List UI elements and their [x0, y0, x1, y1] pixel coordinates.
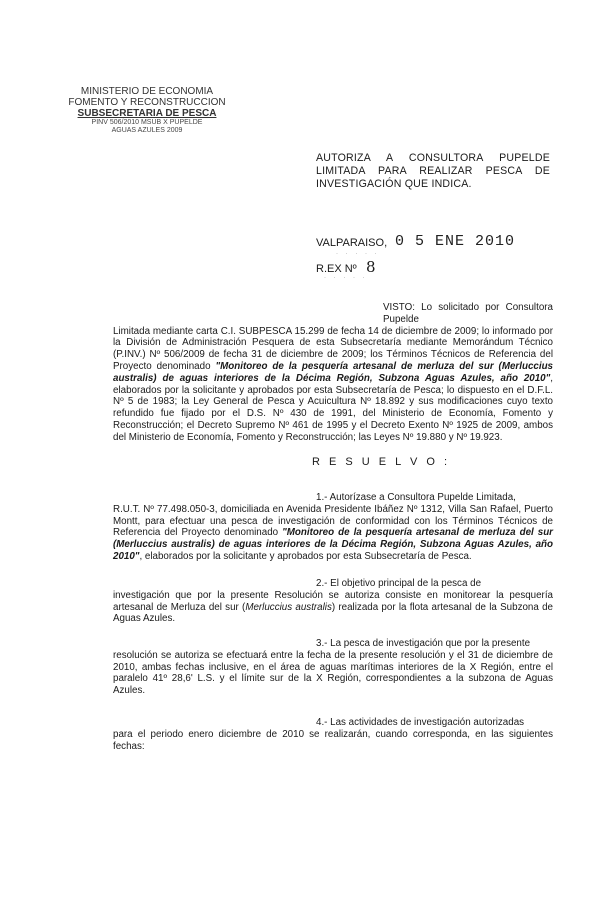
visto-body: Limitada mediante carta C.I. SUBPESCA 15.299 de fecha 14 de diciembre de 2009; lo informado por la División de Administración Pesquera de esta Subsecretaría mediante Memorándum Técnico (P.INV.) Nº 506/2009 de fecha 31 de diciembre de 2009; los Términos Técnicos de Referencia del Proyecto denominado	[113, 325, 553, 372]
paragraph-4	[113, 717, 553, 752]
ministry-ref-line-2: AGUAS AZULES 2009	[111, 127, 183, 134]
paragraph-1-first: 1.- Autorízase a Consultora Pupelde Limitada,	[316, 492, 516, 503]
resolution-number: 8	[366, 258, 376, 276]
paragraph-3	[113, 638, 553, 697]
paragraph-2-body: investigación que por la presente Resolución se autoriza consiste en monitorear la pesquería artesanal de Merluza del sur (	[113, 589, 553, 613]
ministry-header	[62, 86, 232, 135]
paragraph-2-rest: ) realizada por la flota artesanal de la Subzona de Aguas Azules.	[113, 601, 553, 625]
paragraph-2-species: Merluccius australis	[245, 601, 332, 613]
paragraph-1	[113, 492, 553, 563]
stamp-dots-2: · · · · ·	[324, 275, 368, 281]
paragraph-3-first: 3.- La pesca de investigación que por la presente	[316, 638, 531, 649]
resuelvo-heading: R E S U E L V O :	[312, 456, 451, 468]
paragraph-3-body: resolución se autoriza se efectuará entre la fecha de la presente resolución y el 31 de diciembre de 2010, ambas fechas inclusive, en el área de aguas marítimas interiores de la X Región, entre el paralelo 41º 28,6' L.S. y el límite sur de la X Región, correspondientes a la subzona de Aguas Azules.	[113, 649, 553, 697]
paragraph-4-first: 4.- Las actividades de investigación autorizadas	[316, 717, 525, 728]
ministry-line-2: FOMENTO Y RECONSTRUCCION	[68, 97, 226, 108]
resolution-label: R.EX Nº	[316, 263, 357, 275]
ministry-line-3: SUBSECRETARIA DE PESCA	[77, 108, 217, 119]
date-stamp: 0 5 ENE 2010	[395, 233, 516, 250]
place-label: VALPARAISO,	[316, 237, 388, 249]
ministry-ref-line: PINV 506/2010 MSUB X PUPELDE	[91, 119, 203, 126]
paragraph-2-first: 2.- El objetivo principal de la pesca de	[316, 578, 482, 589]
paragraph-1-project-name: "Monitoreo de la pesquería artesanal de merluza del sur (Merluccius australis) de aguas interiores de la Décima Región, Subzona Aguas Azules, año 2010"	[113, 527, 553, 562]
visto-paragraph	[113, 302, 553, 444]
paragraph-2	[113, 578, 553, 625]
stamp-dots: · · · · ·	[336, 251, 380, 257]
paragraph-1-body: R.U.T. Nº 77.498.050-3, domiciliada en Avenida Presidente Ibáñez Nº 1312, Villa San Rafael, Puerto Montt, para efectuar una pesca de investigación de conformidad con los Términos Técnicos de Referencia del Proyecto denominado	[113, 503, 553, 539]
visto-project-name: "Monitoreo de la pesquería artesanal de merluza del sur (Merluccius australis) de aguas interiores de la Décima Región, Subzona Aguas Azules, año 2010"	[113, 360, 554, 384]
ministry-line-1: MINISTERIO DE ECONOMIA	[80, 86, 214, 97]
resolution-title: AUTORIZA A CONSULTORA PUPELDE LIMITADA PARA REALIZAR PESCA DE INVESTIGACIÓN QUE INDICA.	[316, 152, 550, 190]
visto-first-line: VISTO: Lo solicitado por Consultora Pupelde	[383, 302, 553, 325]
visto-rest: , elaborados por la solicitante y aprobados por esta Subsecretaría de Pesca; lo dispuesto en el D.F.L. Nº 5 de 1983; la Ley General de Pesca y Acuicultura Nº 18.892 y sus modificaciones cuyo texto refundido fue fijado por el D.S. Nº 430 de 1991, del Ministerio de Economía, Fomento y Reconstrucción; el Decreto Supremo Nº 461 de 1995 y el Decreto Exento Nº 1925 de 2009, ambos del Ministerio de Economía, Fomento y Reconstrucción; las Leyes Nº 19.880 y Nº 19.923.	[113, 372, 553, 443]
paragraph-4-body: para el periodo enero diciembre de 2010 se realizarán, cuando corresponda, en las siguientes fechas:	[113, 728, 553, 752]
paragraph-1-rest: , elaborados por la solicitante y aprobados por esta Subsecretaría de Pesca.	[139, 550, 472, 562]
